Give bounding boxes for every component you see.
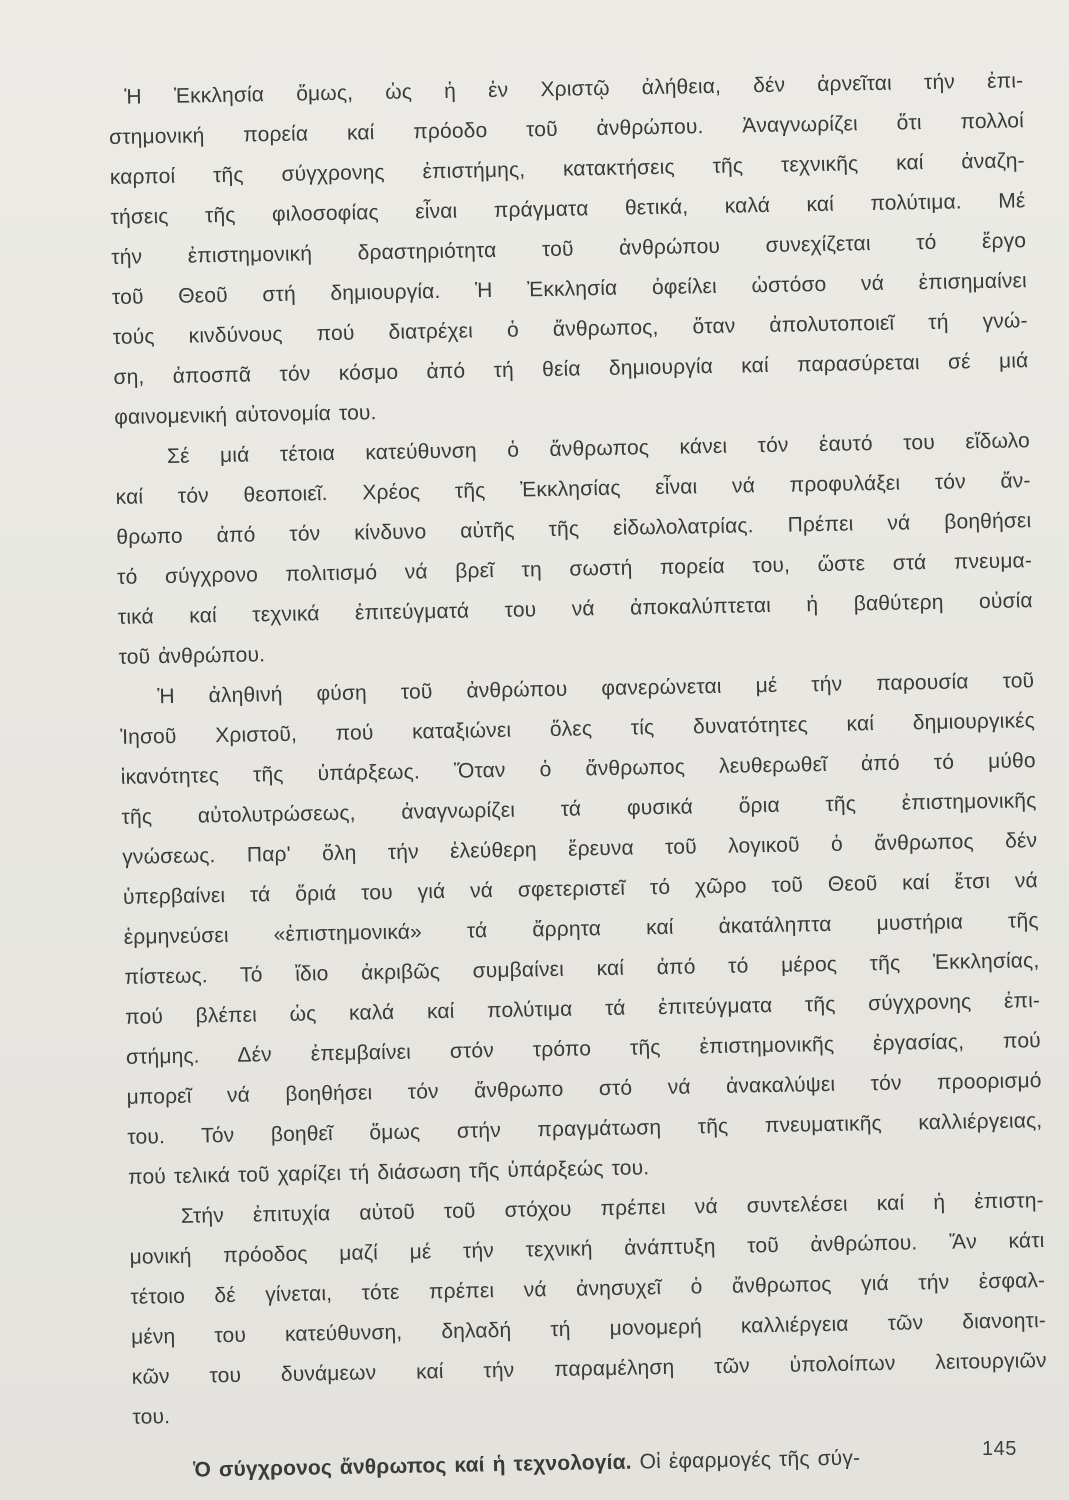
page-number: 145 [982, 1438, 1017, 1460]
text-line-27: του. Τόν βοηθεῖ ὅμως στήν πραγμάτωση τῆς πνευματικῆς καλλιέργειας, [127, 1109, 1043, 1149]
text-line-2: στημονική πορεία καί πρόοδο τοῦ ἀνθρώπου. Ἀναγνωρίζει ὅτι πολλοί [108, 109, 1025, 149]
text-line-14: τικά καί τεχνικά ἐπιτεύγματά του νά ἀποκαλύπτεται ἡ βαθύτερη οὐσία [117, 589, 1033, 629]
text-line-18: ἱκανότητες τῆς ὑπάρξεως. Ὅταν ὁ ἄνθρωπος λευθερωθεῖ ἀπό τό μύθο [120, 749, 1036, 789]
text-line-28: πού τελικά τοῦ χαρίζει τή διάσωση τῆς ὑπάρξεώς του. [127, 1156, 650, 1189]
text-line-17: Ἰησοῦ Χριστοῦ, πού καταξιώνει ὅλες τίς δυνατότητες καί δημιουργικές [119, 709, 1036, 749]
section-heading-line [193, 1435, 1049, 1491]
text-line-7: τούς κινδύνους πού διατρέχει ὁ ἄνθρωπος, ὅταν ἀπολυτοποιεῖ τή γνώ- [112, 309, 1028, 349]
text-line-16: Ἡ ἀληθινή φύση τοῦ ἀνθρώπου φανερώνεται μέ τήν παρουσία τοῦ [157, 669, 1035, 709]
text-line-3: καρποί τῆς σύγχρονης ἐπιστήμης, κατακτήσεις τῆς τεχνικῆς καί ἀναζη- [109, 149, 1025, 189]
text-line-8: ση, ἀποσπᾶ τόν κόσμο ἀπό τή θεία δημιουργία καί παρασύρεται σέ μιά [113, 349, 1029, 389]
text-line-20: γνώσεως. Παρ' ὅλη τήν ἐλεύθερη ἔρευνα τοῦ λογικοῦ ὁ ἄνθρωπος δέν [122, 829, 1038, 869]
text-line-13: τό σύγχρονο πολιτισμό νά βρεῖ τη σωστή πορεία του, ὥστε στά πνευμα- [116, 549, 1033, 589]
text-line-12: θρωπο ἀπό τόν κίνδυνο αὐτῆς τῆς εἰδωλολατρίας. Πρέπει νά βοηθήσει [116, 509, 1032, 549]
text-line-15: τοῦ ἀνθρώπου. [118, 643, 266, 669]
text-line-33: κῶν του δυνάμεων καί τήν παραμέληση τῶν ὑπολοίπων λειτουργιῶν [131, 1349, 1047, 1389]
text-line-22: ἑρμηνεύσει «ἐπιστημονικά» τά ἄρρητα καί ἀκατάληπτα μυστήρια τῆς [123, 909, 1039, 949]
text-line-10: Σέ μιά τέτοια κατεύθυνση ὁ ἄνθρωπος κάνει τόν ἑαυτό του εἴδωλο [166, 429, 1031, 468]
text-line-4: τήσεις τῆς φιλοσοφίας εἶναι πράγματα θετικά, καλά καί πολύτιμα. Μέ [110, 189, 1026, 229]
text-line-6: τοῦ Θεοῦ στή δημιουργία. Ἡ Ἐκκλησία ὀφείλει ὡστόσο νά ἐπισημαίνει [111, 269, 1028, 309]
text-line-32: μένη του κατεύθυνση, δηλαδή τή μονομερή καλλιέργεια τῶν διανοητι- [130, 1309, 1047, 1349]
text-line-9: φαινομενική αὐτονομία του. [114, 401, 377, 429]
text-line-1: Ἡ Ἐκκλησία ὅμως, ὡς ἡ ἐν Χριστῷ ἀλήθεια, δέν ἀρνεῖται τήν ἐπι- [124, 69, 1024, 109]
text-line-19: τῆς αὐτολυτρώσεως, ἀναγνωρίζει τά φυσικά ὅρια τῆς ἐπιστημονικῆς [121, 789, 1037, 829]
text-line-11: καί τόν θεοποιεῖ. Χρέος τῆς Ἐκκλησίας εἶναι νά προφυλάξει τόν ἄν- [115, 469, 1031, 509]
text-line-34: του. [132, 1405, 171, 1429]
text-line-29: Στήν ἐπιτυχία αὐτοῦ τοῦ στόχου πρέπει νά συντελέσει καί ἡ ἐπιστη- [180, 1189, 1044, 1228]
text-line-30: μονική πρόοδος μαζί μέ τήν τεχνική ἀνάπτυξη τοῦ ἀνθρώπου. Ἄν κάτι [129, 1229, 1045, 1269]
text-line-25: στήμης. Δέν ἐπεμβαίνει στόν τρόπο τῆς ἐπιστημονικῆς ἐργασίας, πού [125, 1029, 1042, 1069]
text-line-23: πίστεως. Τό ἴδιο ἀκριβῶς συμβαίνει καί ἀπό τό μέρος τῆς Ἐκκλησίας, [124, 949, 1040, 989]
section-heading-rest: Οἱ ἐφαρμογές τῆς σύγ- [631, 1446, 861, 1474]
text-line-26: μπορεῖ νά βοηθήσει τόν ἄνθρωπο στό νά ἀνακαλύψει τόν προορισμό [126, 1069, 1042, 1109]
text-line-21: ὑπερβαίνει τά ὅριά του γιά νά σφετεριστεῖ τό χῶρο τοῦ Θεοῦ καί ἔτσι νά [122, 869, 1039, 909]
section-heading-bold: Ὁ σύγχρονος ἄνθρωπος καί ἡ τεχνολογία. [193, 1450, 632, 1482]
text-line-24: πού βλέπει ὡς καλά καί πολύτιμα τά ἐπιτεύγματα τῆς σύγχρονης ἐπι- [125, 989, 1041, 1029]
text-line-5: τήν ἐπιστημονική δραστηριότητα τοῦ ἀνθρώπου συνεχίζεται τό ἔργο [111, 229, 1027, 269]
text-line-31: τέτοιο δέ γίνεται, τότε πρέπει νά ἀνησυχεῖ ὁ ἄνθρωπος γιά τήν ἐσφαλ- [130, 1269, 1046, 1309]
